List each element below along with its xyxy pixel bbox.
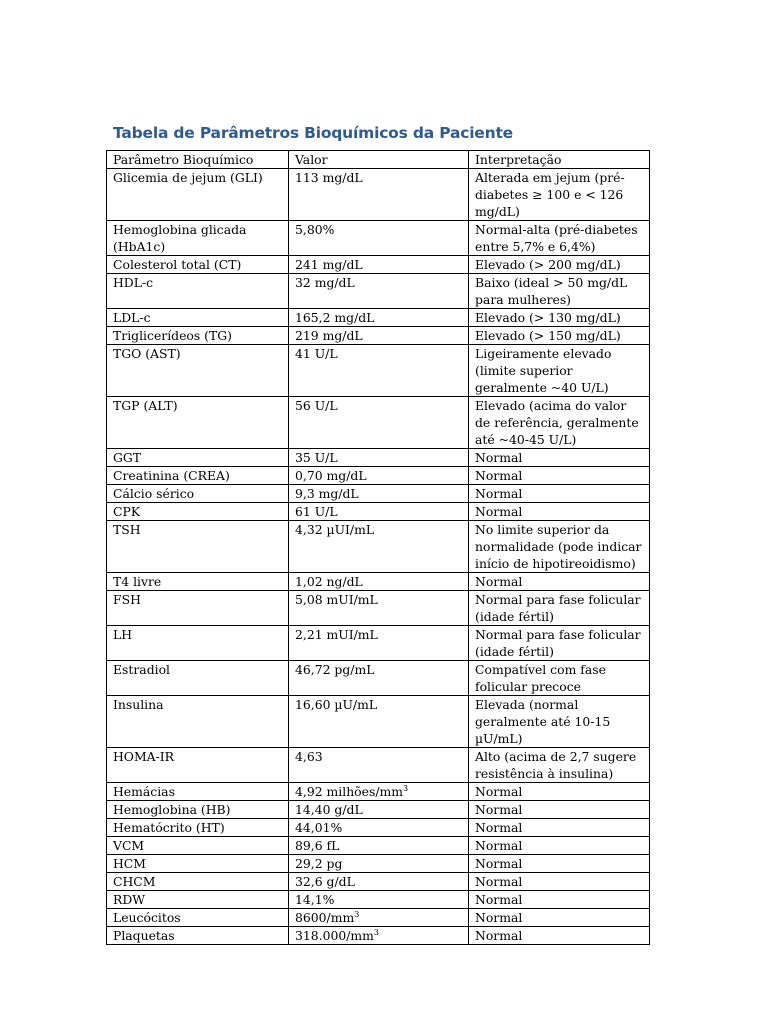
table-row	[107, 661, 650, 696]
parameter-cell: Insulina	[107, 696, 289, 748]
value-text: 14,40 g/dL	[295, 802, 363, 817]
value-text: 29,2 pg	[295, 856, 343, 871]
parameter-cell: TGO (AST)	[107, 345, 289, 397]
interpretation-cell: Normal para fase folicular (idade fértil)	[469, 591, 650, 626]
value-cell	[289, 855, 469, 873]
value-cell	[289, 327, 469, 345]
table-row	[107, 256, 650, 274]
parameter-cell: Leucócitos	[107, 909, 289, 927]
value-cell	[289, 801, 469, 819]
value-cell	[289, 485, 469, 503]
value-cell	[289, 783, 469, 801]
table-body	[107, 169, 650, 945]
table-row	[107, 909, 650, 927]
value-text: 4,63	[295, 749, 323, 764]
table-row	[107, 837, 650, 855]
value-text: 4,92 milhões/mm	[295, 784, 404, 799]
value-text: 219 mg/dL	[295, 328, 363, 343]
header-parameter: Parâmetro Bioquímico	[107, 151, 289, 169]
interpretation-cell: Elevado (> 130 mg/dL)	[469, 309, 650, 327]
table-row	[107, 591, 650, 626]
parameter-cell: LDL-c	[107, 309, 289, 327]
value-cell	[289, 873, 469, 891]
value-cell	[289, 449, 469, 467]
value-cell	[289, 256, 469, 274]
interpretation-cell: Normal	[469, 873, 650, 891]
value-text: 5,08 mUI/mL	[295, 592, 378, 607]
interpretation-cell: Normal	[469, 449, 650, 467]
interpretation-cell: Compatível com fase folicular precoce	[469, 661, 650, 696]
interpretation-cell: Normal	[469, 467, 650, 485]
value-text: 32,6 g/dL	[295, 874, 355, 889]
value-text: 113 mg/dL	[295, 170, 363, 185]
value-text: 44,01%	[295, 820, 343, 835]
value-cell	[289, 521, 469, 573]
parameter-cell: Hemácias	[107, 783, 289, 801]
value-text: 32 mg/dL	[295, 275, 355, 290]
interpretation-cell: Normal	[469, 573, 650, 591]
parameter-cell: T4 livre	[107, 573, 289, 591]
table-row	[107, 521, 650, 573]
parameter-cell: GGT	[107, 449, 289, 467]
parameter-cell: HDL-c	[107, 274, 289, 309]
value-superscript: 3	[403, 783, 409, 793]
table-row	[107, 309, 650, 327]
interpretation-cell: Alterada em jejum (pré-diabetes ≥ 100 e < 126 mg/dL)	[469, 169, 650, 221]
value-text: 4,32 µUI/mL	[295, 522, 375, 537]
interpretation-cell: Elevado (> 200 mg/dL)	[469, 256, 650, 274]
value-text: 9,3 mg/dL	[295, 486, 359, 501]
value-cell	[289, 221, 469, 256]
header-value: Valor	[289, 151, 469, 169]
table-row	[107, 397, 650, 449]
table-row	[107, 345, 650, 397]
table-row	[107, 274, 650, 309]
interpretation-cell: Normal	[469, 891, 650, 909]
value-cell	[289, 748, 469, 783]
value-text: 165,2 mg/dL	[295, 310, 375, 325]
value-cell	[289, 274, 469, 309]
table-row	[107, 891, 650, 909]
value-cell	[289, 309, 469, 327]
interpretation-cell: Normal para fase folicular (idade fértil)	[469, 626, 650, 661]
value-cell	[289, 837, 469, 855]
table-row	[107, 503, 650, 521]
parameter-cell: Hemoglobina (HB)	[107, 801, 289, 819]
parameter-cell: Hemoglobina glicada (HbA1c)	[107, 221, 289, 256]
value-cell	[289, 573, 469, 591]
parameter-cell: HOMA-IR	[107, 748, 289, 783]
parameter-cell: LH	[107, 626, 289, 661]
value-text: 89,6 fL	[295, 838, 340, 853]
interpretation-cell: Elevada (normal geralmente até 10-15 µU/mL)	[469, 696, 650, 748]
interpretation-cell: Ligeiramente elevado (limite superior geralmente ~40 U/L)	[469, 345, 650, 397]
interpretation-cell: Baixo (ideal > 50 mg/dL para mulheres)	[469, 274, 650, 309]
value-cell	[289, 927, 469, 945]
value-cell	[289, 397, 469, 449]
parameter-cell: CPK	[107, 503, 289, 521]
parameter-cell: Glicemia de jejum (GLI)	[107, 169, 289, 221]
parameter-cell: Cálcio sérico	[107, 485, 289, 503]
value-cell	[289, 696, 469, 748]
value-text: 46,72 pg/mL	[295, 662, 375, 677]
value-text: 35 U/L	[295, 450, 338, 465]
table-row	[107, 449, 650, 467]
parameter-cell: TGP (ALT)	[107, 397, 289, 449]
interpretation-cell: Normal-alta (pré-diabetes entre 5,7% e 6,4%)	[469, 221, 650, 256]
parameter-cell: VCM	[107, 837, 289, 855]
value-text: 2,21 mUI/mL	[295, 627, 378, 642]
interpretation-cell: Normal	[469, 855, 650, 873]
value-text: 16,60 µU/mL	[295, 697, 378, 712]
value-text: 1,02 ng/dL	[295, 574, 363, 589]
parameter-cell: FSH	[107, 591, 289, 626]
value-text: 318.000/mm	[295, 928, 374, 943]
parameter-cell: Triglicerídeos (TG)	[107, 327, 289, 345]
value-cell	[289, 467, 469, 485]
value-cell	[289, 345, 469, 397]
parameter-cell: HCM	[107, 855, 289, 873]
parameter-cell: RDW	[107, 891, 289, 909]
interpretation-cell: Normal	[469, 783, 650, 801]
table-row	[107, 696, 650, 748]
interpretation-cell: No limite superior da normalidade (pode indicar início de hipotireoidismo)	[469, 521, 650, 573]
value-cell	[289, 626, 469, 661]
value-cell	[289, 819, 469, 837]
interpretation-cell: Alto (acima de 2,7 sugere resistência à insulina)	[469, 748, 650, 783]
interpretation-cell: Normal	[469, 819, 650, 837]
value-text: 61 U/L	[295, 504, 338, 519]
table-row	[107, 783, 650, 801]
interpretation-cell: Elevado (acima do valor de referência, geralmente até ~40-45 U/L)	[469, 397, 650, 449]
table-row	[107, 221, 650, 256]
value-text: 0,70 mg/dL	[295, 468, 367, 483]
interpretation-cell: Elevado (> 150 mg/dL)	[469, 327, 650, 345]
parameter-cell: CHCM	[107, 873, 289, 891]
value-cell	[289, 661, 469, 696]
value-text: 56 U/L	[295, 398, 338, 413]
table-row	[107, 855, 650, 873]
table-row	[107, 819, 650, 837]
table-row	[107, 169, 650, 221]
table-row	[107, 626, 650, 661]
parameter-cell: Estradiol	[107, 661, 289, 696]
table-row	[107, 467, 650, 485]
parameter-cell: Plaquetas	[107, 927, 289, 945]
parameter-cell: TSH	[107, 521, 289, 573]
interpretation-cell: Normal	[469, 503, 650, 521]
value-text: 41 U/L	[295, 346, 338, 361]
value-text: 14,1%	[295, 892, 335, 907]
table-header-row	[107, 151, 650, 169]
value-text: 5,80%	[295, 222, 335, 237]
interpretation-cell: Normal	[469, 801, 650, 819]
value-superscript: 3	[373, 927, 380, 937]
interpretation-cell: Normal	[469, 909, 650, 927]
page-title: Tabela de Parâmetros Bioquímicos da Paciente	[113, 124, 513, 142]
table-row	[107, 327, 650, 345]
interpretation-cell: Normal	[469, 837, 650, 855]
interpretation-cell: Normal	[469, 485, 650, 503]
value-cell	[289, 503, 469, 521]
table-row	[107, 873, 650, 891]
value-cell	[289, 909, 469, 927]
value-cell	[289, 591, 469, 626]
table-row	[107, 573, 650, 591]
interpretation-cell: Normal	[469, 927, 650, 945]
value-cell	[289, 891, 469, 909]
parameter-cell: Creatinina (CREA)	[107, 467, 289, 485]
value-cell	[289, 169, 469, 221]
parameter-cell: Colesterol total (CT)	[107, 256, 289, 274]
table-row	[107, 748, 650, 783]
table-row	[107, 485, 650, 503]
value-text: 8600/mm	[295, 910, 355, 925]
value-superscript: 3	[354, 909, 360, 919]
table-row	[107, 801, 650, 819]
parameter-cell: Hematócrito (HT)	[107, 819, 289, 837]
table-row	[107, 927, 650, 945]
parameters-table	[106, 150, 650, 945]
header-interpretation: Interpretação	[469, 151, 650, 169]
value-text: 241 mg/dL	[295, 257, 363, 272]
